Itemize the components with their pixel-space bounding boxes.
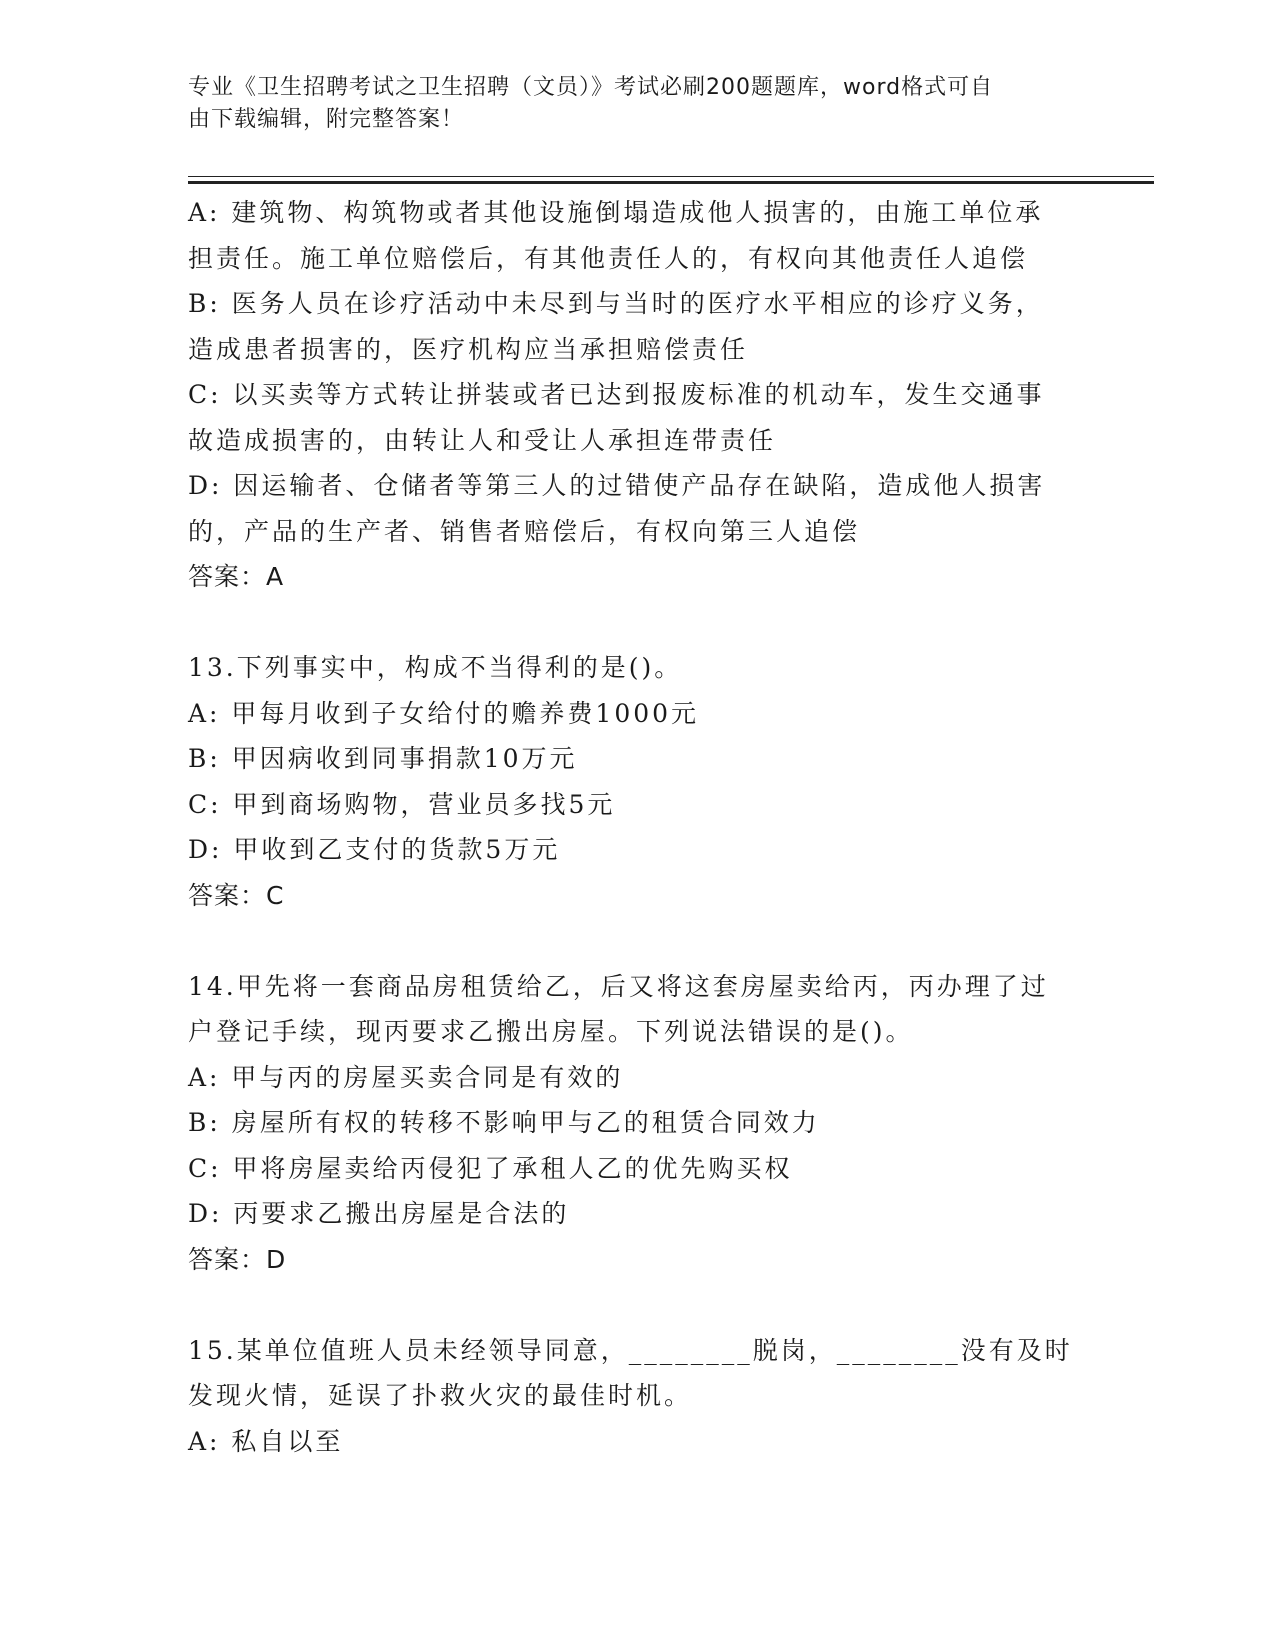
option-b-line-2: 造成患者损害的，医疗机构应当承担赔偿责任: [188, 334, 749, 364]
option-c-line-2: 故造成损害的，由转让人和受让人承担连带责任: [188, 425, 777, 455]
option-a: A: 甲每月收到子女给付的赡养费1000元: [188, 698, 700, 728]
option-d: D: 甲收到乙支付的货款5万元: [188, 835, 561, 864]
question-stem: 13.下列事实中，构成不当得利的是()。: [188, 653, 683, 682]
header-rule-thin: [188, 176, 1154, 177]
answer-14: 答案：D: [188, 1244, 287, 1274]
option-a-line-2: 担责任。施工单位赔偿后，有其他责任人的，有权向其他责任人追偿: [188, 243, 1029, 273]
option-a: A: 私自以至: [188, 1426, 344, 1456]
option-b: B: 甲因病收到同事捐款10万元: [188, 744, 578, 773]
question-stem-line-1: 14.甲先将一套商品房租赁给乙，后又将这套房屋卖给丙，丙办理了过: [188, 971, 1049, 1001]
question-stem-line-2: 户登记手续，现丙要求乙搬出房屋。下列说法错误的是()。: [188, 1017, 914, 1046]
option-b-line-1: B: 医务人员在诊疗活动中未尽到与当时的医疗水平相应的诊疗义务，: [188, 289, 1044, 318]
option-c: C: 甲到商场购物，营业员多找5元: [188, 789, 616, 819]
header-line-1: 专业《卫生招聘考试之卫生招聘（文员）》考试必刷200题题库，word格式可自: [188, 75, 994, 100]
option-c-line-1: C: 以买卖等方式转让拼装或者已达到报废标准的机动车，发生交通事: [188, 380, 1045, 409]
question-12: [188, 190, 1088, 600]
option-d-line-2: 的，产品的生产者、销售者赔偿后，有权向第三人追偿: [188, 516, 861, 546]
question-list: [188, 190, 1088, 1464]
option-d: D: 丙要求乙搬出房屋是合法的: [188, 1199, 570, 1228]
question-14: [188, 964, 1088, 1283]
question-stem-line-1: 15.某单位值班人员未经领导同意，________脱岗，________没有及时: [188, 1335, 1073, 1365]
question-stem-line-2: 发现火情，延误了扑救火灾的最佳时机。: [188, 1381, 693, 1410]
option-c: C: 甲将房屋卖给丙侵犯了承租人乙的优先购买权: [188, 1153, 793, 1183]
answer-12: 答案：A: [188, 562, 285, 591]
answer-13: 答案：C: [188, 880, 285, 910]
header-rule-thick: [188, 181, 1154, 184]
question-13: [188, 645, 1088, 918]
spacer: [188, 600, 1088, 646]
option-a-line-1: A: 建筑物、构筑物或者其他设施倒塌造成他人损害的，由施工单位承: [188, 198, 1044, 227]
option-b: B: 房屋所有权的转移不影响甲与乙的租赁合同效力: [188, 1108, 820, 1137]
spacer: [188, 918, 1088, 964]
spacer: [188, 1282, 1088, 1328]
document-header: [188, 72, 1068, 136]
option-a: A: 甲与丙的房屋买卖合同是有效的: [188, 1062, 624, 1092]
question-15: [188, 1328, 1088, 1465]
header-line-2: 由下载编辑，附完整答案！: [188, 107, 465, 132]
option-d-line-1: D: 因运输者、仓储者等第三人的过错使产品存在缺陷，造成他人损害: [188, 471, 1046, 500]
